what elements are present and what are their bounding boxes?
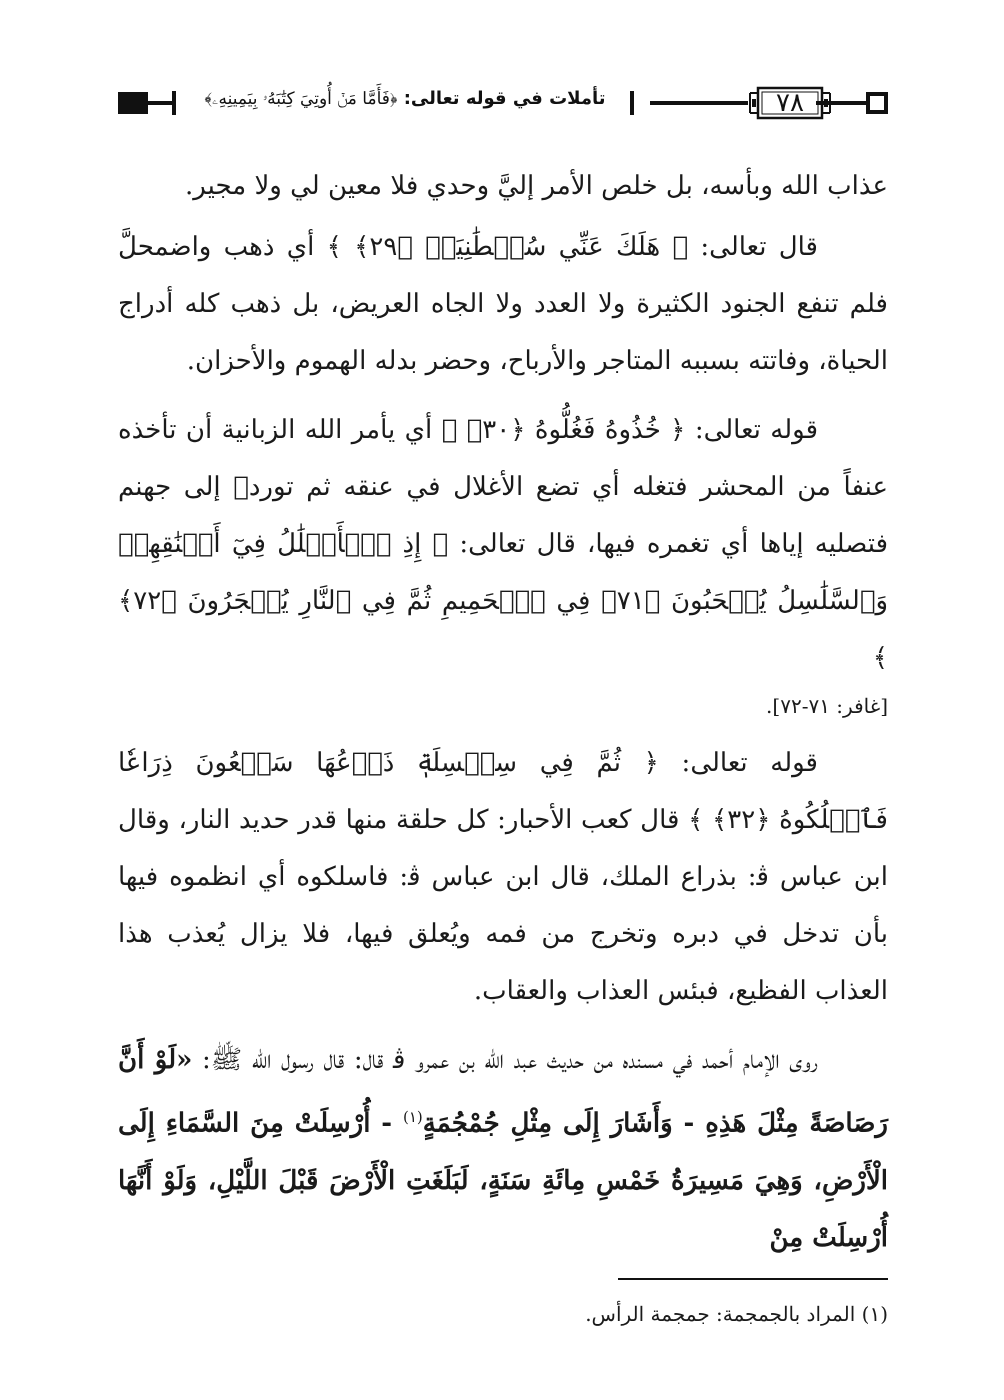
header-black-block xyxy=(118,92,148,114)
paragraph-2: قال تعالى: ﴿ هَلَكَ عَنِّي سُلۡطَٰنِيَهۡ ﴿٢٩﴾ ﴾ أي ذهب واضمحلَّ فلم تنفع الجنود الكثيرة ولا العدد ولا الجاه العريض، بل ذهب كله أدراج الحياة، وفاتته بسببه المتاجر والأرباح، وحضر بدله الهموم والأحزان. xyxy=(118,232,888,376)
footnote-marker[interactable]: (١) xyxy=(403,1108,423,1126)
running-title-verse: ﴿فَأَمَّا مَنۡ أُوتِيَ كِتَٰبَهُۥ بِيَمِينِهِۦ﴾ xyxy=(204,89,398,109)
page-number-frame xyxy=(748,85,832,121)
running-title-prefix: تأملات في قوله تعالى: xyxy=(403,88,606,109)
running-title xyxy=(185,88,625,109)
header-rule-left xyxy=(148,101,172,105)
header-rule-middle xyxy=(650,101,748,105)
header-divider-bar xyxy=(630,91,634,115)
header-square-ornament xyxy=(866,92,888,114)
hadith-text-start: «لَوْ أَنَّ رَصَاصَةً مِثْلَ هَذِهِ - وَأَشَارَ إِلَى مِثْلِ جُمْجُمَةٍ xyxy=(118,1045,888,1139)
page-number: ٧٨ xyxy=(776,88,804,118)
page-body xyxy=(118,158,888,1267)
footnote: (١) المراد بالجمجمة: جمجمة الرأس. xyxy=(585,1302,888,1326)
paragraph-1: عذاب الله وبأسه، بل خلص الأمر إليَّ وحدي فلا معين لي ولا مجير. xyxy=(185,171,888,201)
header-divider-bar-left xyxy=(172,91,176,115)
quran-reference: [غافر: ٧١-٧٢]. xyxy=(766,694,888,718)
paragraph-3: قوله تعالى: ﴿ خُذُوهُ فَغُلُّوهُ ﴿٣٠﴾ ﴾ أي يأمر الله الزبانية أن تأخذه عنفاً من المحشر فتغله أي تضع الأغلال في عنقه ثم توردہ إلى جهنم فتصليه إياها أي تغمره فيها، قال تعالى: ﴿ إِذِ ٱلۡأَغۡلَٰلُ فِيٓ أَعۡنَٰقِهِمۡ وَٱلسَّلَٰسِلُ يُسۡحَبُونَ ﴿٧١﴾ فِي ٱلۡحَمِيمِ ثُمَّ فِي ٱلنَّارِ يُسۡجَرُونَ ﴿٧٢﴾ ﴾ xyxy=(118,415,888,673)
footnote-separator xyxy=(618,1278,888,1280)
page-header xyxy=(118,80,888,130)
book-page xyxy=(118,0,888,1400)
hadith-intro: روى الإمام أحمد في مسنده من حديث عبد الله بن عمرو ﭬ قال: قال رسول الله ﷺ: xyxy=(202,1045,819,1075)
hadith-text-rest: - أُرْسِلَتْ مِنَ السَّمَاءِ إِلَى الْأَرْضِ، وَهِيَ مَسِيرَةُ خَمْسِ مِائَةِ سَنَةٍ، لَبَلَغَتِ الْأَرْضَ قَبْلَ اللَّيْلِ، وَلَوْ أَنَّهَا أُرْسِلَتْ مِنْ xyxy=(118,1108,888,1253)
paragraph-5 xyxy=(118,1032,888,1267)
paragraph-4: قوله تعالى: ﴿ ثُمَّ فِي سِلۡسِلَةٖ ذَرۡعُهَا سَبۡعُونَ ذِرَاعٗا فَٱسۡلُكُوهُ ﴿٣٢﴾ ﴾ قال كعب الأحبار: كل حلقة منها قدر حديد النار، وقال ابن عباس ﭬ: بذراع الملك، قال ابن عباس ﭬ: فاسلكوه أي انظموه فيها بأن تدخل في دبره وتخرج من فمه ويُعلق فيها، فلا يزال يُعذب هذا العذاب الفظيع، فبئس العذاب والعقاب. xyxy=(118,748,888,1006)
